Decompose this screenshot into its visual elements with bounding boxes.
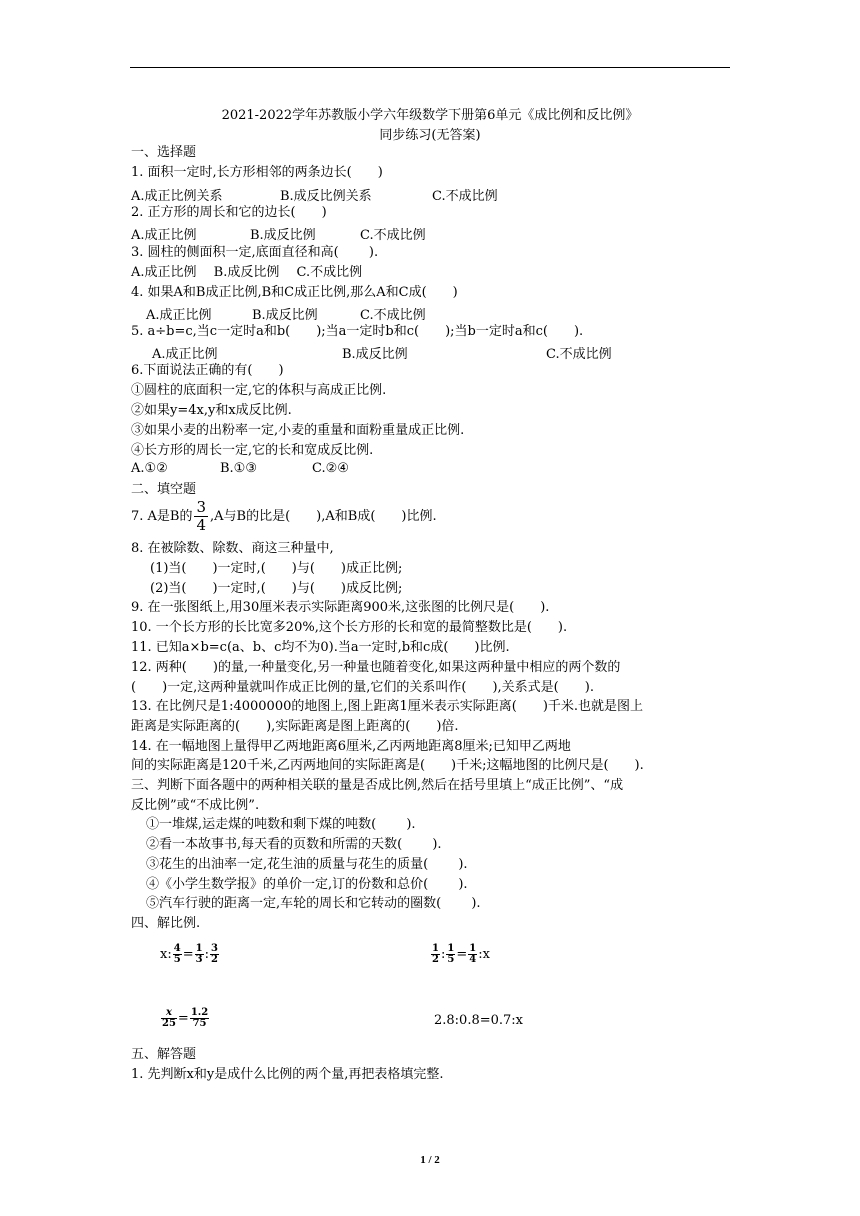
q1-option-a: A.成正比例关系 bbox=[131, 189, 223, 204]
question-14-line1: 14. 在一幅地图上量得甲乙两地距离6厘米,乙丙两地距离8厘米;已知甲乙两地 bbox=[131, 739, 571, 754]
question-13-line1: 13. 在比例尺是1:4000000的地图上,图上距离1厘米表示实际距离( )千米.也就是图上 bbox=[131, 699, 644, 714]
question-7 bbox=[131, 499, 437, 535]
p1-fraction-3 bbox=[210, 944, 219, 965]
section-proportion-heading: 四、解比例. bbox=[131, 916, 201, 931]
p1-f1-num: 4 bbox=[173, 943, 181, 954]
p1-x: x: bbox=[160, 947, 172, 962]
p1-equals: = bbox=[182, 947, 194, 962]
p2-colon-1: : bbox=[440, 947, 446, 962]
q1-option-b: B.成反比例关系 bbox=[280, 189, 372, 204]
q5-option-b: B.成反比例 bbox=[342, 347, 408, 362]
q8-part-1: (1)当( )一定时,( )与( )成正比例; bbox=[150, 561, 403, 576]
p2-fraction-3 bbox=[468, 944, 477, 965]
question-9: 9. 在一张图纸上,用30厘米表示实际距离900米,这张图的比例尺是( ). bbox=[131, 600, 550, 615]
q6-statement-2: ②如果y=4x,y和x成反比例. bbox=[131, 403, 292, 418]
q2-option-a: A.成正比例 bbox=[131, 228, 197, 243]
question-2: 2. 正方形的周长和它的边长( ) bbox=[131, 205, 327, 220]
judge-item-3: ③花生的出油率一定,花生油的质量与花生的质量( ). bbox=[146, 857, 468, 872]
question-3: 3. 圆柱的侧面积一定,底面直径和高( ). bbox=[131, 245, 379, 260]
question-10: 10. 一个长方形的长比宽多20%,这个长方形的长和宽的最简整数比是( ). bbox=[131, 620, 568, 635]
p1-f1-den: 5 bbox=[173, 954, 181, 965]
section-judge-heading-line1: 三、判断下面各题中的两种相关联的量是否成比例,然后在括号里填上“成正比例”、“成 bbox=[131, 778, 624, 793]
q4-option-b: B.成反比例 bbox=[252, 308, 318, 323]
question-8: 8. 在被除数、除数、商这三种量中, bbox=[131, 541, 334, 556]
proportion-problem-2 bbox=[430, 944, 490, 965]
p3-f1-den: 25 bbox=[162, 1018, 176, 1029]
page-number: 1 / 2 bbox=[420, 1154, 440, 1166]
question-12-line1: 12. 两种( )的量,一种量变化,另一种量也随着变化,如果这两种量中相应的两个数的 bbox=[131, 660, 621, 675]
q8-part-2: (2)当( )一定时,( )与( )成反比例; bbox=[150, 581, 403, 596]
p3-fraction-1 bbox=[161, 1008, 177, 1029]
p1-fraction-2 bbox=[195, 944, 204, 965]
p3-f2-num: 1.2 bbox=[190, 1007, 209, 1018]
p2-tail: :x bbox=[478, 947, 490, 962]
proportion-problem-4: 2.8:0.8=0.7:x bbox=[434, 1013, 524, 1028]
p2-fraction-2 bbox=[446, 944, 455, 965]
p3-fraction-2 bbox=[190, 1008, 209, 1029]
section-choice-heading: 一、选择题 bbox=[131, 145, 197, 160]
p1-fraction-1 bbox=[173, 944, 182, 965]
judge-item-5: ⑤汽车行驶的距离一定,车轮的周长和它转动的圈数( ). bbox=[146, 896, 481, 911]
p1-f3-den: 2 bbox=[210, 954, 218, 965]
q7-prefix: 7. A是B的 bbox=[131, 509, 193, 524]
q7-fraction bbox=[194, 499, 208, 534]
question-14-line2: 间的实际距离是120千米,乙丙两地间的实际距离是( )千米;这幅地图的比例尺是( ). bbox=[131, 758, 644, 773]
q5-option-a: A.成正比例 bbox=[152, 347, 218, 362]
proportion-problem-1 bbox=[160, 944, 220, 965]
q6-option-b: B.①③ bbox=[220, 461, 257, 476]
p3-f2-den: 75 bbox=[192, 1018, 207, 1029]
answer-question-1: 1. 先判断x和y是成什么比例的两个量,再把表格填完整. bbox=[131, 1067, 444, 1082]
q1-option-c: C.不成比例 bbox=[432, 189, 498, 204]
section-fill-heading: 二、填空题 bbox=[131, 482, 197, 497]
doc-title-line2: 同步练习(无答案) bbox=[379, 128, 481, 143]
question-5: 5. a÷b=c,当c一定时a和b( );当a一定时b和c( );当b一定时a和c( ). bbox=[131, 324, 584, 339]
judge-item-2: ②看一本故事书,每天看的页数和所需的天数( ). bbox=[146, 837, 442, 852]
judge-item-4: ④《小学生数学报》的单价一定,订的份数和总价( ). bbox=[146, 877, 468, 892]
question-6: 6.下面说法正确的有( ) bbox=[131, 363, 284, 378]
header-rule bbox=[130, 67, 730, 68]
p2-fraction-1 bbox=[431, 944, 440, 965]
question-1: 1. 面积一定时,长方形相邻的两条边长( ) bbox=[131, 165, 383, 180]
question-13-line2: 距离是实际距离的( ),实际距离是图上距离的( )倍. bbox=[131, 719, 459, 734]
p1-colon: : bbox=[204, 947, 209, 962]
question-4: 4. 如果A和B成正比例,B和C成正比例,那么A和C成( ) bbox=[131, 285, 458, 300]
q6-option-c: C.②④ bbox=[312, 461, 349, 476]
doc-title-line1: 2021-2022学年苏教版小学六年级数学下册第6单元《成比例和反比例》 bbox=[221, 108, 639, 123]
q7-suffix: ,A与B的比是( ),A和B成( )比例. bbox=[210, 509, 437, 524]
p2-f3-den: 4 bbox=[469, 954, 477, 965]
q7-fraction-numerator: 3 bbox=[196, 498, 207, 516]
q6-option-a: A.①② bbox=[131, 461, 168, 476]
p2-f2-num: 1 bbox=[447, 943, 455, 954]
q2-option-c: C.不成比例 bbox=[360, 228, 426, 243]
proportion-problem-3 bbox=[160, 1008, 210, 1029]
p2-f2-den: 5 bbox=[447, 954, 455, 965]
q6-statement-1: ①圆柱的底面积一定,它的体积与高成正比例. bbox=[131, 383, 387, 398]
q4-option-c: C.不成比例 bbox=[360, 308, 426, 323]
section-judge-heading-line2: 反比例”或“不成比例”. bbox=[131, 798, 260, 813]
q4-option-a: A.成正比例 bbox=[146, 308, 212, 323]
p2-f1-num: 1 bbox=[432, 943, 439, 954]
question-12-line2: ( )一定,这两种量就叫作成正比例的量,它们的关系叫作( ),关系式是( ). bbox=[131, 680, 594, 695]
p2-f3-num: 1 bbox=[469, 943, 477, 954]
p1-f2-den: 3 bbox=[195, 954, 203, 965]
p3-f1-num: x bbox=[161, 1008, 177, 1019]
q6-statement-4: ④长方形的周长一定,它的长和宽成反比例. bbox=[131, 443, 374, 458]
p3-equals: = bbox=[177, 1011, 189, 1026]
p2-equals: = bbox=[456, 947, 468, 962]
q7-fraction-denominator: 4 bbox=[196, 516, 207, 534]
q2-option-b: B.成反比例 bbox=[250, 228, 316, 243]
p1-f3-num: 3 bbox=[210, 943, 218, 954]
p2-f1-den: 2 bbox=[432, 954, 439, 965]
q3-options: A.成正比例 B.成反比例 C.不成比例 bbox=[131, 265, 363, 280]
judge-item-1: ①一堆煤,运走煤的吨数和剩下煤的吨数( ). bbox=[146, 817, 416, 832]
q6-statement-3: ③如果小麦的出粉率一定,小麦的重量和面粉重量成正比例. bbox=[131, 423, 465, 438]
section-answer-heading: 五、解答题 bbox=[131, 1047, 197, 1062]
q5-option-c: C.不成比例 bbox=[546, 347, 612, 362]
question-11: 11. 已知a×b=c(a、b、c均不为0).当a一定时,b和c成( )比例. bbox=[131, 640, 510, 655]
p1-f2-num: 1 bbox=[195, 943, 203, 954]
